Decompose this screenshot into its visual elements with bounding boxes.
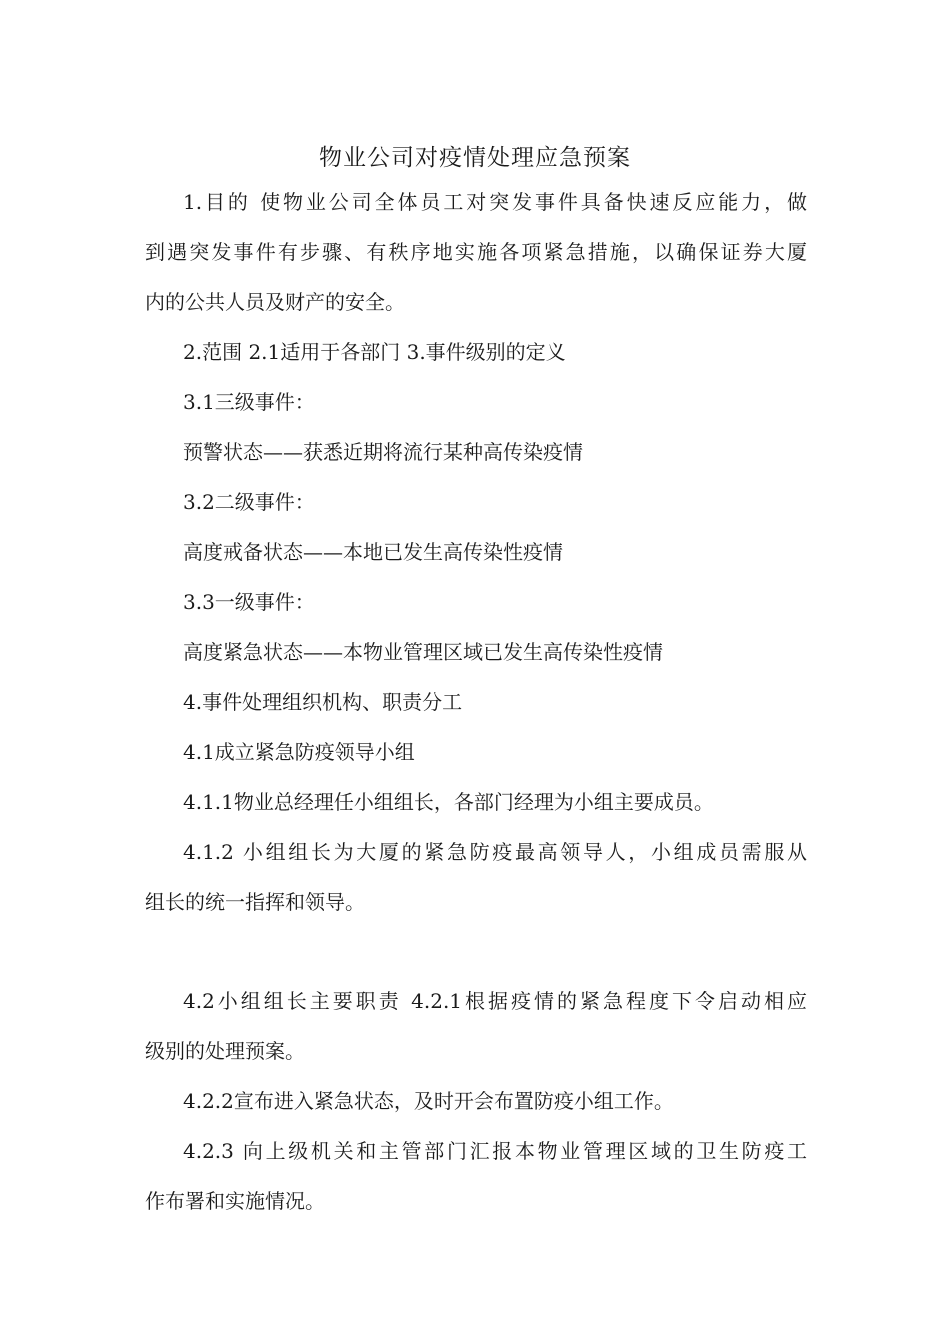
paragraph-line: 4.1.1物业总经理任小组组长，各部门经理为小组主要成员。 xyxy=(183,790,714,814)
paragraph-line: 组长的统一指挥和领导。 xyxy=(145,890,365,914)
paragraph-line: 4.2.2宣布进入紧急状态，及时开会布置防疫小组工作。 xyxy=(183,1089,674,1113)
paragraph-line: 到遇突发事件有步骤、有秩序地实施各项紧急措施，以确保证券大厦 xyxy=(145,240,807,264)
paragraph-line: 3.2二级事件： xyxy=(183,490,315,514)
paragraph-line: 4.1成立紧急防疫领导小组 xyxy=(183,740,415,764)
paragraph-line: 作布署和实施情况。 xyxy=(145,1189,325,1213)
paragraph-line: 1.目的 使物业公司全体员工对突发事件具备快速反应能力，做 xyxy=(183,190,807,214)
paragraph-line: 2.范围 2.1适用于各部门 3.事件级别的定义 xyxy=(183,340,566,364)
paragraph-line: 4.1.2 小组组长为大厦的紧急防疫最高领导人，小组成员需服从 xyxy=(183,840,807,864)
paragraph-line: 3.3一级事件： xyxy=(183,590,315,614)
paragraph-line: 内的公共人员及财产的安全。 xyxy=(145,290,405,314)
paragraph-line: 4.2.3 向上级机关和主管部门汇报本物业管理区域的卫生防疫工 xyxy=(183,1139,807,1163)
paragraph-line: 4.2小组组长主要职责 4.2.1根据疫情的紧急程度下令启动相应 xyxy=(183,989,807,1013)
document-title: 物业公司对疫情处理应急预案 xyxy=(319,145,631,171)
paragraph-line: 高度戒备状态——本地已发生高传染性疫情 xyxy=(183,540,563,564)
paragraph-line: 高度紧急状态——本物业管理区域已发生高传染性疫情 xyxy=(183,640,663,664)
paragraph-line: 4.事件处理组织机构、职责分工 xyxy=(183,690,463,714)
paragraph-line: 预警状态——获悉近期将流行某种高传染疫情 xyxy=(183,440,583,464)
paragraph-line: 级别的处理预案。 xyxy=(145,1039,305,1063)
paragraph-line: 3.1三级事件： xyxy=(183,390,315,414)
